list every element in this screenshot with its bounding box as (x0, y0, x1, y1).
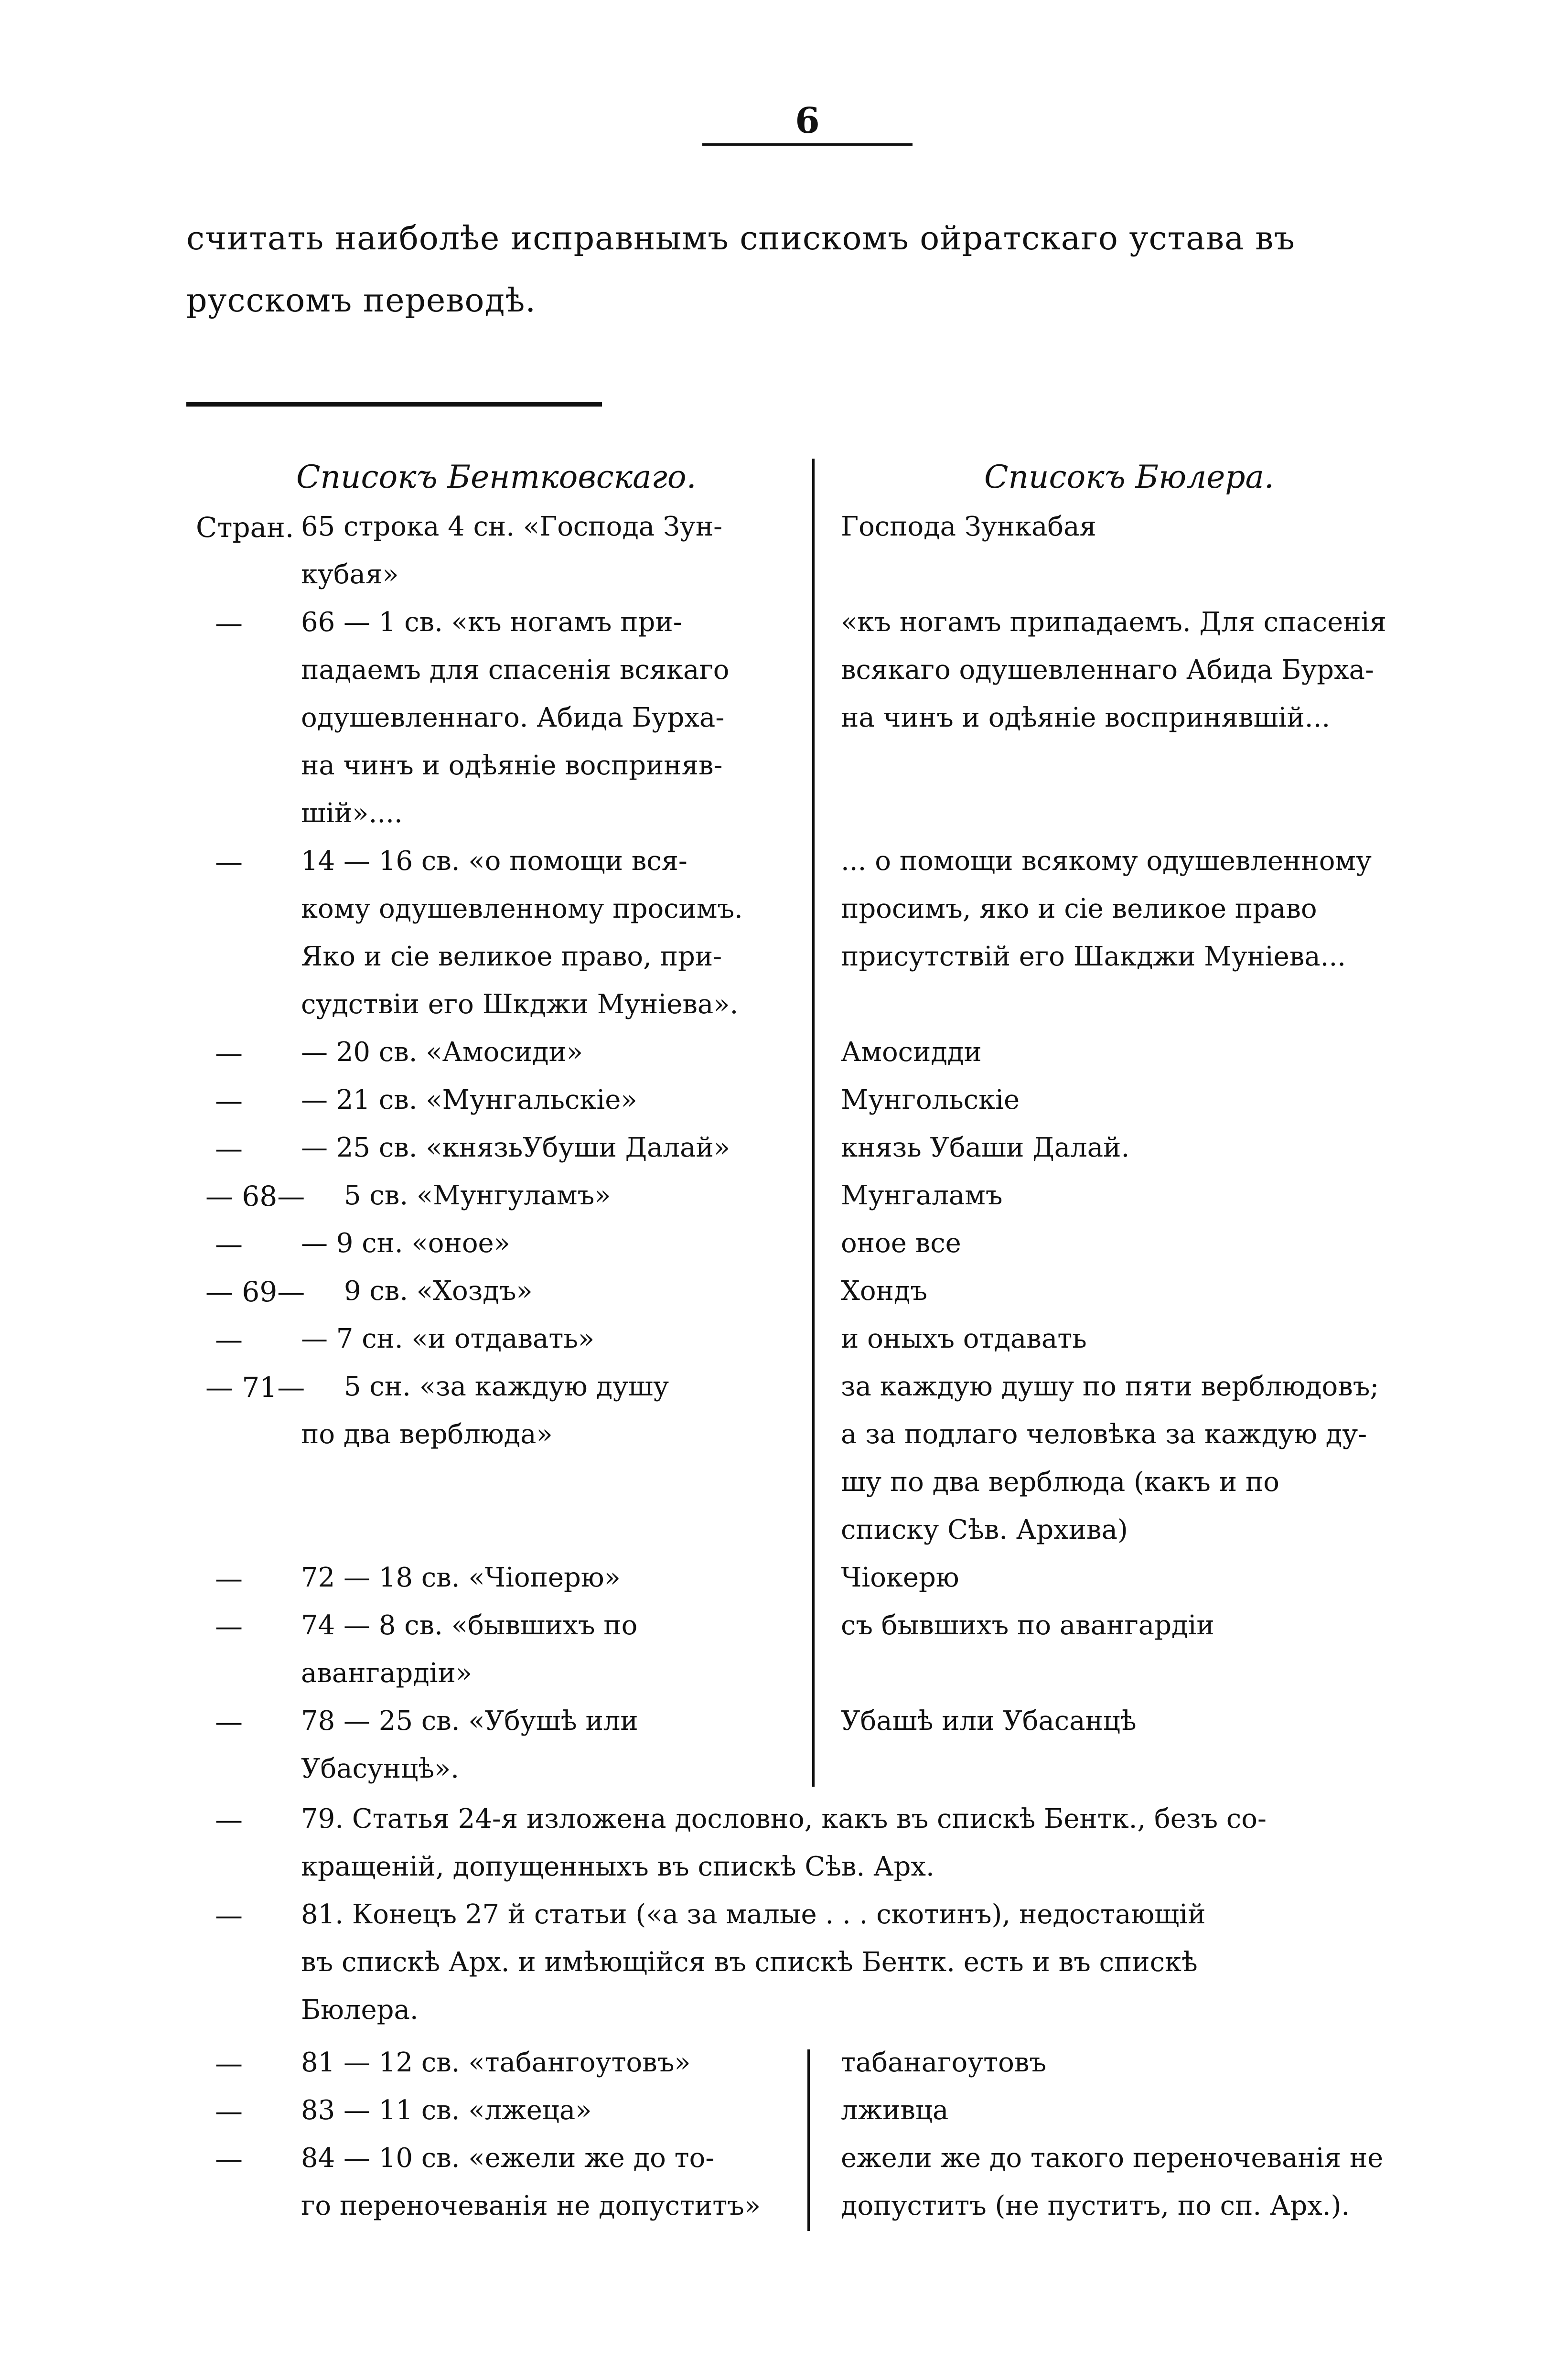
left-column-header: Списокъ Бентковскаго. (296, 459, 697, 495)
row-marker: — (215, 2047, 243, 2080)
row-marker: — (215, 1562, 243, 1595)
row-marker: — (215, 2095, 243, 2127)
left-cell-line: падаемъ для спасенія всякаго (301, 654, 730, 686)
row-marker: — (215, 1610, 243, 1642)
intro-line-1: считать наиболѣе исправнымъ спискомъ ойратскаго устава въ (186, 220, 1295, 257)
left-cell-line: 78 — 25 св. «Убушѣ или (301, 1705, 638, 1737)
left-cell-line: 74 — 8 св. «бывшихъ по (301, 1610, 638, 1641)
row-marker: — (215, 1228, 243, 1260)
left-cell-line: 5 сн. «за каждую душу (344, 1371, 669, 1402)
left-cell-line: авангардіи» (301, 1658, 473, 1689)
right-cell-line: Мунгольскіе (841, 1084, 1020, 1115)
right-cell-line: Хондъ (841, 1276, 928, 1307)
note-line: кращеній, допущенныхъ въ спискѣ Сѣв. Арх. (301, 1851, 934, 1882)
left-cell-line: 14 — 16 св. «о помощи вся- (301, 846, 687, 877)
left-cell-line: по два верблюда» (301, 1419, 553, 1450)
note-line: Бюлера. (301, 1994, 419, 2026)
left-cell-line: — 21 св. «Мунгальскіе» (301, 1084, 637, 1115)
left-cell-line: 72 — 18 св. «Чіоперю» (301, 1562, 621, 1593)
row-marker: — (215, 1803, 243, 1836)
intro-line-2: русскомъ переводѣ. (186, 282, 536, 320)
column-divider (812, 459, 815, 1787)
right-cell-line: ... о помощи всякому одушевленному (841, 846, 1372, 877)
right-cell-line: Убашѣ или Убасанцѣ (841, 1705, 1137, 1737)
right-cell-line: князь Убаши Далай. (841, 1132, 1130, 1163)
right-cell-line: табанагоутовъ (841, 2047, 1047, 2078)
right-cell-line: а за подлаго человѣка за каждую ду- (841, 1419, 1367, 1450)
right-cell-line: Господа Зункабая (841, 511, 1096, 542)
right-cell-line: за каждую душу по пяти верблюдовъ; (841, 1371, 1379, 1402)
left-cell-line: — 20 св. «Амосиди» (301, 1037, 583, 1068)
row-marker: — (215, 1037, 243, 1069)
page-number-rule (702, 143, 913, 146)
right-column-header: Списокъ Бюлера. (984, 459, 1274, 495)
right-cell-line: «къ ногамъ припадаемъ. Для спасенія (841, 607, 1386, 638)
right-cell-line: шу по два верблюда (какъ и по (841, 1467, 1279, 1498)
left-cell-line: — 9 сн. «оное» (301, 1228, 510, 1259)
left-cell-line: одушевленнаго. Абида Бурха- (301, 702, 725, 733)
note-line: 81. Конецъ 27 й статьи («а за малые . . . скотинъ), недостающій (301, 1899, 1206, 1930)
right-cell-line: на чинъ и одѣяніе воспринявшій... (841, 702, 1331, 733)
right-cell-line: просимъ, яко и сіе великое право (841, 893, 1317, 924)
note-line: въ спискѣ Арх. и имѣющійся въ спискѣ Бентк. есть и въ спискѣ (301, 1947, 1198, 1978)
row-marker: — (215, 1323, 243, 1356)
row-marker: — (215, 1705, 243, 1738)
row-marker: — (215, 607, 243, 639)
right-cell-line: оное все (841, 1228, 961, 1259)
row-marker: Стран. (196, 511, 294, 544)
note-line: 79. Статья 24-я изложена дословно, какъ въ спискѣ Бентк., безъ со- (301, 1803, 1267, 1834)
left-cell-line: 9 св. «Хоздъ» (344, 1276, 533, 1307)
right-cell-line: Чіокерю (841, 1562, 959, 1593)
left-cell-line: — 25 св. «князьУбуши Далай» (301, 1132, 730, 1163)
left-cell-line: 84 — 10 св. «ежели же до то- (301, 2143, 715, 2174)
row-marker: — (215, 1084, 243, 1117)
left-cell-line: 5 св. «Мунгуламъ» (344, 1180, 611, 1211)
left-cell-line: 65 строка 4 сн. «Господа Зун- (301, 511, 723, 542)
row-marker: — (215, 1132, 243, 1165)
section-divider (186, 402, 602, 407)
row-marker: — 68— (205, 1180, 305, 1212)
right-cell-line: ежели же до такого переночеванія не (841, 2143, 1384, 2174)
right-cell-line: и оныхъ отдавать (841, 1323, 1087, 1354)
left-cell-line: кому одушевленному просимъ. (301, 893, 743, 924)
left-cell-line: Убасунцѣ». (301, 1753, 460, 1784)
right-cell-line: лживца (841, 2095, 949, 2126)
left-cell-line: шій».... (301, 798, 403, 829)
page-number: 6 (795, 100, 820, 141)
left-cell-line: на чинъ и одѣяніе восприняв- (301, 750, 723, 781)
row-marker: — (215, 846, 243, 878)
right-cell-line: допуститъ (не пуститъ, по сп. Арх.). (841, 2190, 1350, 2221)
left-cell-line: кубая» (301, 559, 399, 590)
column-divider-lower (807, 2049, 810, 2231)
left-cell-line: 66 — 1 св. «къ ногамъ при- (301, 607, 682, 638)
left-cell-line: Яко и сіе великое право, при- (301, 941, 722, 972)
right-cell-line: присутствій его Шакджи Муніева... (841, 941, 1346, 972)
left-cell-line: 83 — 11 св. «лжеца» (301, 2095, 592, 2126)
left-cell-line: 81 — 12 св. «табангоутовъ» (301, 2047, 691, 2078)
left-cell-line: — 7 сн. «и отдавать» (301, 1323, 595, 1354)
right-cell-line: всякаго одушевленнаго Абида Бурха- (841, 654, 1374, 686)
right-cell-line: списку Сѣв. Архива) (841, 1514, 1128, 1545)
right-cell-line: съ бывшихъ по авангардіи (841, 1610, 1214, 1641)
row-marker: — 71— (205, 1371, 305, 1404)
row-marker: — (215, 2143, 243, 2175)
row-marker: — (215, 1899, 243, 1931)
row-marker: — 69— (205, 1276, 305, 1308)
right-cell-line: Мунгаламъ (841, 1180, 1003, 1211)
left-cell-line: судствіи его Шкджи Муніева». (301, 989, 739, 1020)
left-cell-line: го переночеванія не допуститъ» (301, 2190, 761, 2221)
right-cell-line: Амосидди (841, 1037, 982, 1068)
